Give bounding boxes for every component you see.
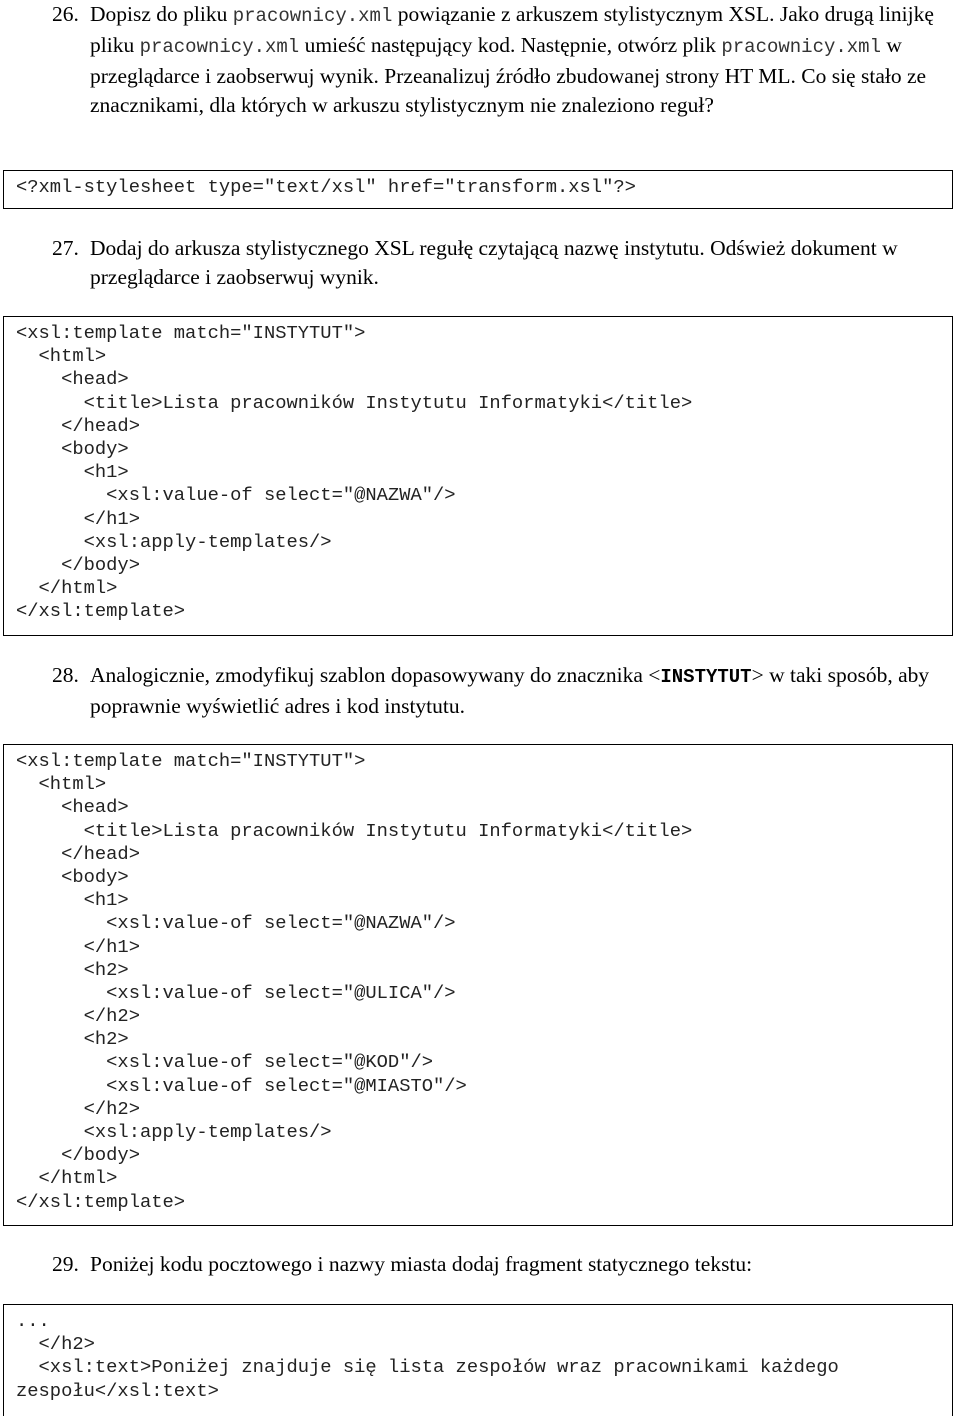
code-block-static-text [3, 1304, 953, 1416]
code-line: <xsl:template match="INSTYTUT"> [16, 322, 366, 344]
code-line: ... [16, 1310, 50, 1332]
code-line: </body> [16, 1144, 140, 1167]
task-text [90, 0, 952, 120]
code-line: </head> [16, 414, 140, 437]
code-line: </h2> [16, 1097, 140, 1120]
task-29 [52, 1250, 952, 1279]
code-block-template-extended [3, 744, 953, 1226]
code-line: <xsl:text>Poniżej znajduje się lista zespołów wraz pracownikami każdego [16, 1356, 839, 1379]
code-line: <xsl:apply-templates/> [16, 530, 332, 553]
code-line: <xsl:template match="INSTYTUT"> [16, 750, 366, 772]
code-line: <?xml-stylesheet type="text/xsl" href="transform.xsl"?> [16, 176, 636, 198]
code-line: </h1> [16, 935, 140, 958]
code-line: <head> [16, 796, 129, 819]
task-number: 29. [52, 1252, 79, 1276]
code-line: <h2> [16, 958, 129, 981]
task-text [90, 1250, 952, 1279]
code-line: <title>Lista pracowników Instytutu Informatyki</title> [16, 391, 693, 414]
text-run: Analogicznie, zmodyfikuj szablon dopasowywany do znacznika < [90, 663, 661, 687]
code-line: </h2> [16, 1005, 140, 1028]
code-line: <h1> [16, 889, 129, 912]
code-line: </xsl:template> [16, 1190, 186, 1213]
text-run: Dopisz do pliku [90, 2, 233, 26]
code-block-stylesheet [3, 170, 953, 209]
code-line: <html> [16, 345, 107, 368]
task-text [90, 661, 952, 721]
text-run: Dodaj do arkusza stylistycznego XSL regułę czytającą nazwę instytutu. Odśwież dokument w przeglądarce i zaobserwuj wynik. [90, 236, 898, 289]
code-line: <xsl:value-of select="@MIASTO"/> [16, 1074, 467, 1097]
code-line: </xsl:template> [16, 600, 186, 623]
code-line: </html> [16, 577, 118, 600]
code-line: zespołu</xsl:text> [16, 1379, 219, 1402]
task-26 [52, 0, 952, 120]
code-line: <xsl:apply-templates/> [16, 1121, 332, 1143]
inline-tag-name: INSTYTUT [660, 666, 752, 688]
task-27 [52, 234, 952, 292]
task-text [90, 234, 952, 292]
code-line: </html> [16, 1167, 118, 1190]
code-line: </body> [16, 553, 140, 576]
code-line: <xsl:value-of select="@NAZWA"/> [16, 484, 456, 507]
code-line: <html> [16, 773, 107, 796]
text-run: > w taki sposób, aby poprawnie wyświetlić adres i kod instytutu. [90, 663, 930, 718]
code-line: <title>Lista pracowników Instytutu Informatyki</title> [16, 819, 693, 842]
text-run: powiązanie z arkuszem stylistycznym XSL. Jako drugą linijkę pliku [90, 2, 934, 57]
text-run: umieść następujący kod. Następnie, otwórz plik [299, 33, 722, 57]
task-number: 28. [52, 663, 79, 687]
text-run: w przeglądarce i zaobserwuj wynik. Przeanalizuj źródło zbudowanej strony HT ML. Co się stało ze znacznikami, dla których w arkuszu stylistycznym nie znaleziono reguł? [90, 33, 927, 117]
code-line: <body> [16, 865, 129, 888]
code-line: <head> [16, 368, 129, 391]
code-line: </head> [16, 842, 140, 865]
code-line: <h1> [16, 461, 129, 484]
inline-code: pracownicy.xml [232, 5, 393, 27]
code-line: </h1> [16, 507, 140, 530]
task-number: 26. [52, 2, 79, 26]
task-28 [52, 661, 952, 721]
inline-code: pracownicy.xml [721, 36, 881, 58]
text-run: Poniżej kodu pocztowego i nazwy miasta dodaj fragment statycznego tekstu: [90, 1252, 753, 1276]
code-line: <body> [16, 437, 129, 460]
code-line: <xsl:value-of select="@ULICA"/> [16, 981, 456, 1004]
inline-code: pracownicy.xml [139, 36, 300, 58]
code-line: </h2> [16, 1333, 95, 1356]
code-block-template-basic [3, 316, 953, 636]
task-number: 27. [52, 236, 79, 260]
code-line: <h2> [16, 1028, 129, 1051]
code-line: <xsl:value-of select="@KOD"/> [16, 1051, 434, 1074]
code-line: <xsl:value-of select="@NAZWA"/> [16, 912, 456, 935]
